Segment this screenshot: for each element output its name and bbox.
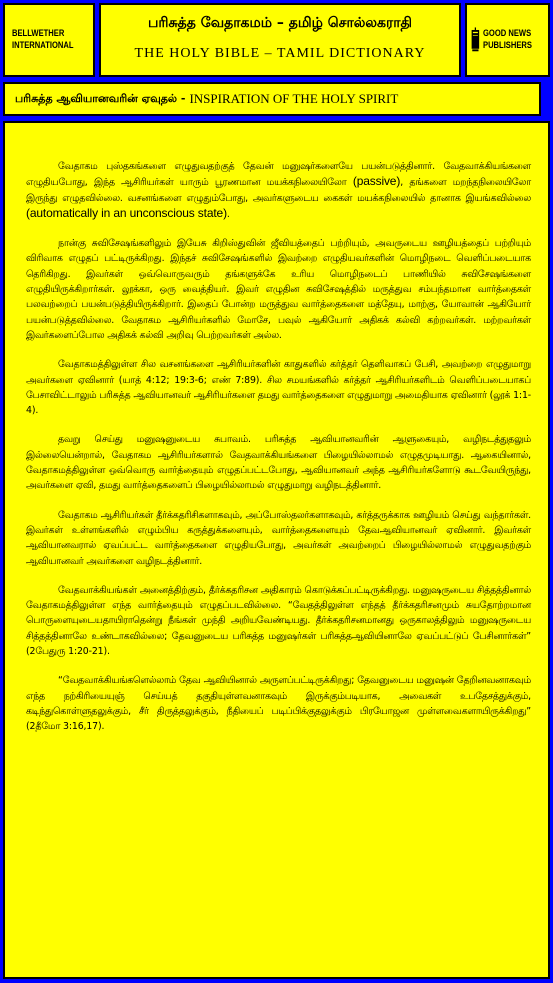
- article-body: [3, 121, 550, 979]
- paragraph-2: நான்கு சுவிசேஷங்களிலும் இயேசு கிறிஸ்துவின் ஜீவியத்தைப் பற்றியும், அவருடைய ஊழியத்தைப் பற்றியும் விரிவாக எழுதப் பட்டிருக்கிறது. இந்தச் சுவிசேஷங்களில் இவற்றை எழுதியவர்களின் மொழிநடை வெளிப்படையாக தெரிகிறது. இவர்கள் ஒவ்வொருவரும் தங்களுக்கே உரிய மொழிநடைப் பாணியில் சுவிசேஷங்களை எழுதியிருக்கிறார்கள். லூக்கா, ஒரு வைத்தியர். இவர் எழுதின சுவிசேஷத்தில் மருத்துவ சம்பந்தமான வார்த்தைகள் பலவற்றைப் பயன்படுத்தியிருக்கிறார். இதைப் போன்ற மருத்துவ வார்த்தைகளை மத்தேயு, மாற்கு, யோவான் ஆகியோர் பயன்படுத்தவில்லை. வேதாகம ஆசிரியர்களில் மோசே, பவுல் ஆகியோர் அதிகக் கல்வி கற்றவர்கள். மற்றவர்கள் இவர்களைப்போல அதிகக் கல்வி அறிவு பெற்றவர்கள் அல்ல.: [26, 238, 531, 341]
- good-news-logo: [471, 13, 544, 67]
- logo-line1: GOOD NEWS: [482, 28, 531, 39]
- heading-english: INSPIRATION OF THE HOLY SPIRIT: [189, 91, 399, 106]
- paragraph-1: [26, 159, 531, 222]
- paragraph-1-text-a: வேதாகம புஸ்தகங்களை எழுதுவதற்குத் தேவன் மனுஷர்களையே பயன்படுத்தினார். வேதவாக்கியங்களை எழுதியபோது, இந்த ஆசிரியர்கள் யாரும் பூரணமான மயக்கநிலையிலோ: [26, 161, 531, 189]
- good-news-logo-box: [465, 3, 550, 77]
- title-tamil: பரிசுத்த வேதாகமம் – தமிழ் சொல்லகராதி: [148, 15, 412, 31]
- paragraph-4: தவறு செய்து மனுஷனுடைய சுபாவம். பரிசுத்த ஆவியானவரின் ஆளுகையும், வழிநடத்துதலும் இல்லையென்றால், வேதாகம ஆசிரியர்களால் வேதவாக்கியங்களை பிழையில்லாமல் எழுதமுடியாது. ஆகையினால், வேதாகமத்திலுள்ள ஒவ்வொரு வார்த்தையும் எழுதப்பட்டபோது, ஆவியானவர் அந்த ஆசிரியர்களோடு கூடவேயிருந்து, அவர்களை ஏவி, தமது வார்த்தைகளைப் பிழையில்லாமல் எழுதுமாறு வழிநடத்தினார்.: [26, 434, 531, 492]
- logo-line1: BELLWETHER: [12, 28, 65, 39]
- paragraph-5: வேதாகம ஆசிரியர்கள் தீர்க்கதரிசிகளாகவும், அப்போஸ்தலர்களாகவும், கர்த்தருக்காக ஊழியம் செய்து வந்தார்கள். இவர்கள் உள்ளங்களில் எழும்பிய கருத்துக்களையும், வார்த்தைகளையும் தேவஆவியானவர் ஏவினார். இவர்கள் ஆவியானவரால் ஏவப்பட்ட வார்த்தைகளை எழுதியபோது, அவர்கள் அவற்றைப் பிழையில்லாமல் எழுதுவதற்கும் ஆவியானவர் அவர்களை வழிநடத்தினார்.: [26, 509, 531, 567]
- bellwether-logo: [9, 13, 89, 67]
- paragraph-1-text-e: .: [226, 208, 230, 220]
- logo-line2: PUBLISHERS: [482, 40, 532, 51]
- paragraph-7: “வேதவாக்கியங்களெல்லாம் தேவ ஆவியினால் அருளப்பட்டிருக்கிறது; தேவனுடைய மனுஷன் தேறினவனாகவும் எந்த நற்கிரியையுஞ் செய்யத் தகுதியுள்ளவனாகவும் இருக்கும்படியாக, அவைகள் உபதேசத்துக்கும், கடிந்துகொள்ளுதலுக்கும், சீர் திருத்தலுக்கும், நீதியைப் படிப்பிக்குதலுக்கும் பிரயோஜன முள்ளவைகளாயிருக்கிறது” (2தீமோ 3:16,17).: [26, 675, 531, 733]
- title-box: [99, 3, 461, 77]
- paragraph-1-term-passive: (passive): [352, 174, 401, 189]
- paragraph-1-term-automatic: (automatically in an unconscious state): [26, 205, 227, 220]
- paragraph-3: வேதாகமத்திலுள்ள சில வசனங்களை ஆசிரியர்களின் காதுகளில் கர்த்தர் தெளிவாகப் பேசி, அவற்றை எழுதுமாறு அவர்களை ஏவினார் (யாத் 4:12; 19:3-6; எண் 7:89). சில சமயங்களில் கர்த்தர் ஆசிரியர்களிடம் வெளிப்படையாகப் பேசாவிட்டாலும் பரிசுத்த ஆவியானவர் ஆசிரியர்களை தமது வார்த்தைகளை எழுதுமாறு அமைதியாக ஏவினார் (லூக் 1:1-4).: [26, 359, 531, 417]
- book-icon: [471, 20, 480, 60]
- logo-line2: INTERNATIONAL: [12, 40, 74, 51]
- title-english: THE HOLY BIBLE – TAMIL DICTIONARY: [134, 46, 426, 61]
- heading-tamil: பரிசுத்த ஆவியானவரின் ஏவுதல் -: [15, 91, 186, 105]
- paragraph-6: வேதவாக்கியங்கள் அனைத்திற்கும், தீர்க்கதரிசன அதிகாரம் கொடுக்கப்பட்டிருக்கிறது. மனுஷருடைய சித்தத்தினால் வேதாகமத்திலுள்ள எந்த வார்த்தையும் எழுதப்படவில்லை. “வேதத்திலுள்ள எந்தத் தீர்க்கதரிசனமும் சுயதோற்றமான பொருளையுடையதாயிராதென்று நீங்கள் முந்தி அறியவேண்டியது. தீர்க்கதரிசனமானது ஒருகாலத்திலும் மனுஷருடைய சித்தத்தினாலே உண்டாகவில்லை; தேவனுடைய பரிசுத்த மனுஷர்கள் பரிசுத்தஆவியினாலே ஏவப்பட்டுப் பேசினார்கள்” (2பேதுரு 1:20-21).: [26, 584, 531, 658]
- bellwether-logo-box: [3, 3, 95, 77]
- paragraph-1-text-c: , தங்களை மறந்தநிலையிலோ இருந்து எழுதவில்லை. வசனங்களை எழுதும்போது, அவர்களுடைய கைகள் மயக்கநிலையில் தானாக இயங்கவில்லை: [26, 177, 532, 204]
- section-heading: [3, 82, 541, 116]
